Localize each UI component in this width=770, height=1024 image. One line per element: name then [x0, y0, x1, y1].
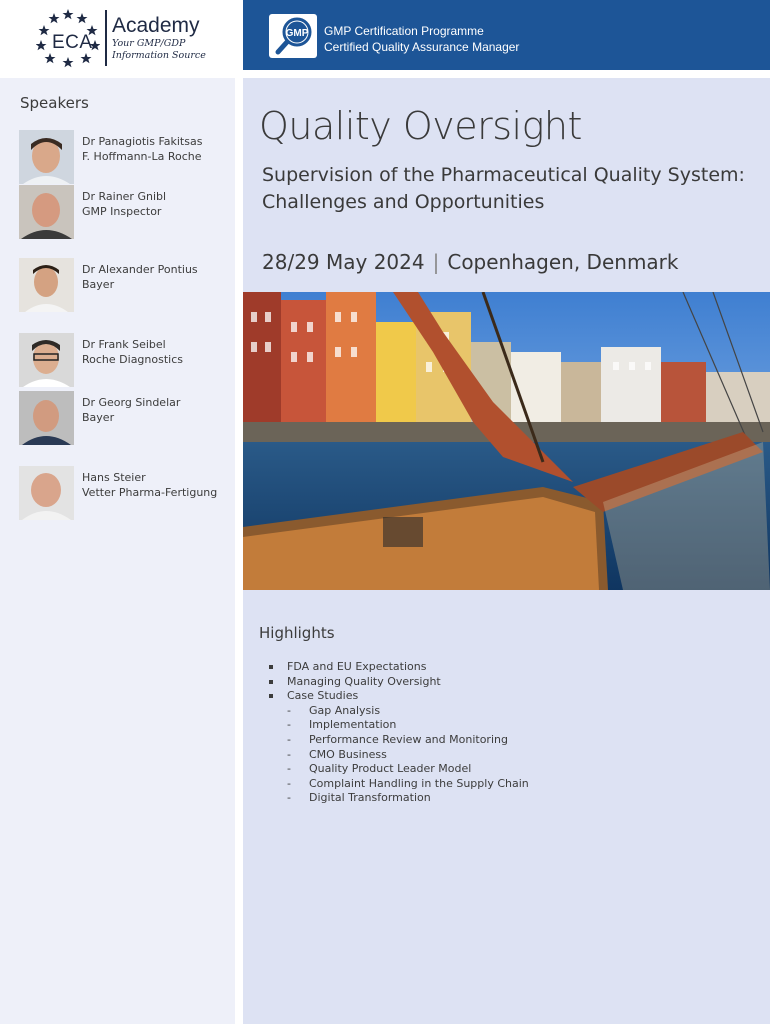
- logo-tagline: [112, 38, 206, 62]
- speaker-photo: [19, 130, 74, 184]
- list-item: FDA and EU Expectations: [269, 660, 529, 675]
- speakers-panel: [0, 78, 235, 1024]
- speaker-card: [19, 185, 235, 239]
- speaker-card: [19, 466, 235, 520]
- tagline-line1: Your GMP/GDP: [112, 38, 186, 49]
- dash-marker: -: [287, 703, 291, 717]
- speaker-org: F. Hoffmann-La Roche: [82, 150, 202, 163]
- list-subitem: [269, 777, 529, 792]
- speaker-org: Bayer: [82, 278, 115, 291]
- subitem-text: Complaint Handling in the Supply Chain: [309, 776, 529, 790]
- logo-divider: [105, 10, 107, 66]
- speaker-card: [19, 333, 235, 387]
- subtitle-line1: Supervision of the Pharmaceutical Quality System:: [262, 164, 745, 186]
- speaker-name: Dr Alexander Pontius: [82, 263, 198, 276]
- speaker-org: Vetter Pharma-Fertigung: [82, 486, 218, 499]
- highlights-list: [269, 660, 529, 806]
- dash-marker: -: [287, 762, 291, 776]
- speaker-name: Dr Georg Sindelar: [82, 396, 181, 409]
- event-panel: [243, 78, 770, 1024]
- speaker-org: GMP Inspector: [82, 205, 162, 218]
- list-subitem: [269, 704, 529, 719]
- dateline-separator: |: [432, 250, 440, 274]
- speaker-org: Roche Diagnostics: [82, 353, 183, 366]
- event-location: Copenhagen, Denmark: [447, 250, 679, 274]
- event-dateline: [262, 250, 678, 274]
- programme-name: GMP Certification Programme: [324, 24, 484, 38]
- subitem-text: Performance Review and Monitoring: [309, 732, 508, 746]
- speaker-name: Dr Frank Seibel: [82, 338, 166, 351]
- subtitle-line2: Challenges and Opportunities: [262, 191, 545, 213]
- subitem-text: Implementation: [309, 718, 397, 732]
- list-subitem: [269, 733, 529, 748]
- tagline-line2: Information Source: [112, 50, 206, 61]
- gmp-badge-text: GMP: [285, 28, 309, 39]
- list-item: Managing Quality Oversight: [269, 675, 529, 690]
- speaker-card: [19, 130, 235, 184]
- list-subitem: [269, 791, 529, 806]
- speaker-photo: [19, 333, 74, 387]
- highlights-heading: Highlights: [259, 624, 335, 642]
- gmp-magnifier-icon: [269, 14, 317, 58]
- speaker-photo: [19, 185, 74, 239]
- logo-name: Academy: [112, 14, 200, 37]
- event-subtitle: [262, 162, 762, 216]
- subitem-text: Gap Analysis: [309, 703, 381, 717]
- list-item: Case Studies: [269, 689, 529, 704]
- dash-marker: -: [287, 732, 291, 746]
- speakers-heading: Speakers: [20, 94, 89, 112]
- speaker-org: Bayer: [82, 411, 115, 424]
- speaker-name: Hans Steier: [82, 471, 146, 484]
- subitem-text: Quality Product Leader Model: [309, 762, 472, 776]
- speaker-name: Dr Panagiotis Fakitsas: [82, 135, 203, 148]
- dash-marker: -: [287, 791, 291, 805]
- speaker-photo: [19, 466, 74, 520]
- event-date: 28/29 May 2024: [262, 250, 425, 274]
- programme-banner: [243, 0, 770, 70]
- subitem-text: CMO Business: [309, 747, 387, 761]
- speaker-photo: [19, 258, 74, 312]
- speaker-card: [19, 258, 235, 312]
- eca-academy-logo: [36, 8, 236, 68]
- dash-marker: -: [287, 747, 291, 761]
- speaker-name: Dr Rainer Gnibl: [82, 190, 167, 203]
- logo-mark: ECA: [52, 32, 93, 53]
- subitem-text: Digital Transformation: [309, 791, 431, 805]
- copenhagen-harbour-photo: [243, 292, 770, 590]
- speaker-card: [19, 391, 235, 445]
- dash-marker: -: [287, 776, 291, 790]
- list-subitem: [269, 718, 529, 733]
- speaker-photo: [19, 391, 74, 445]
- list-subitem: [269, 748, 529, 763]
- programme-certificate: Certified Quality Assurance Manager: [324, 40, 520, 54]
- list-subitem: [269, 762, 529, 777]
- dash-marker: -: [287, 718, 291, 732]
- event-title: Quality Oversight: [259, 104, 582, 148]
